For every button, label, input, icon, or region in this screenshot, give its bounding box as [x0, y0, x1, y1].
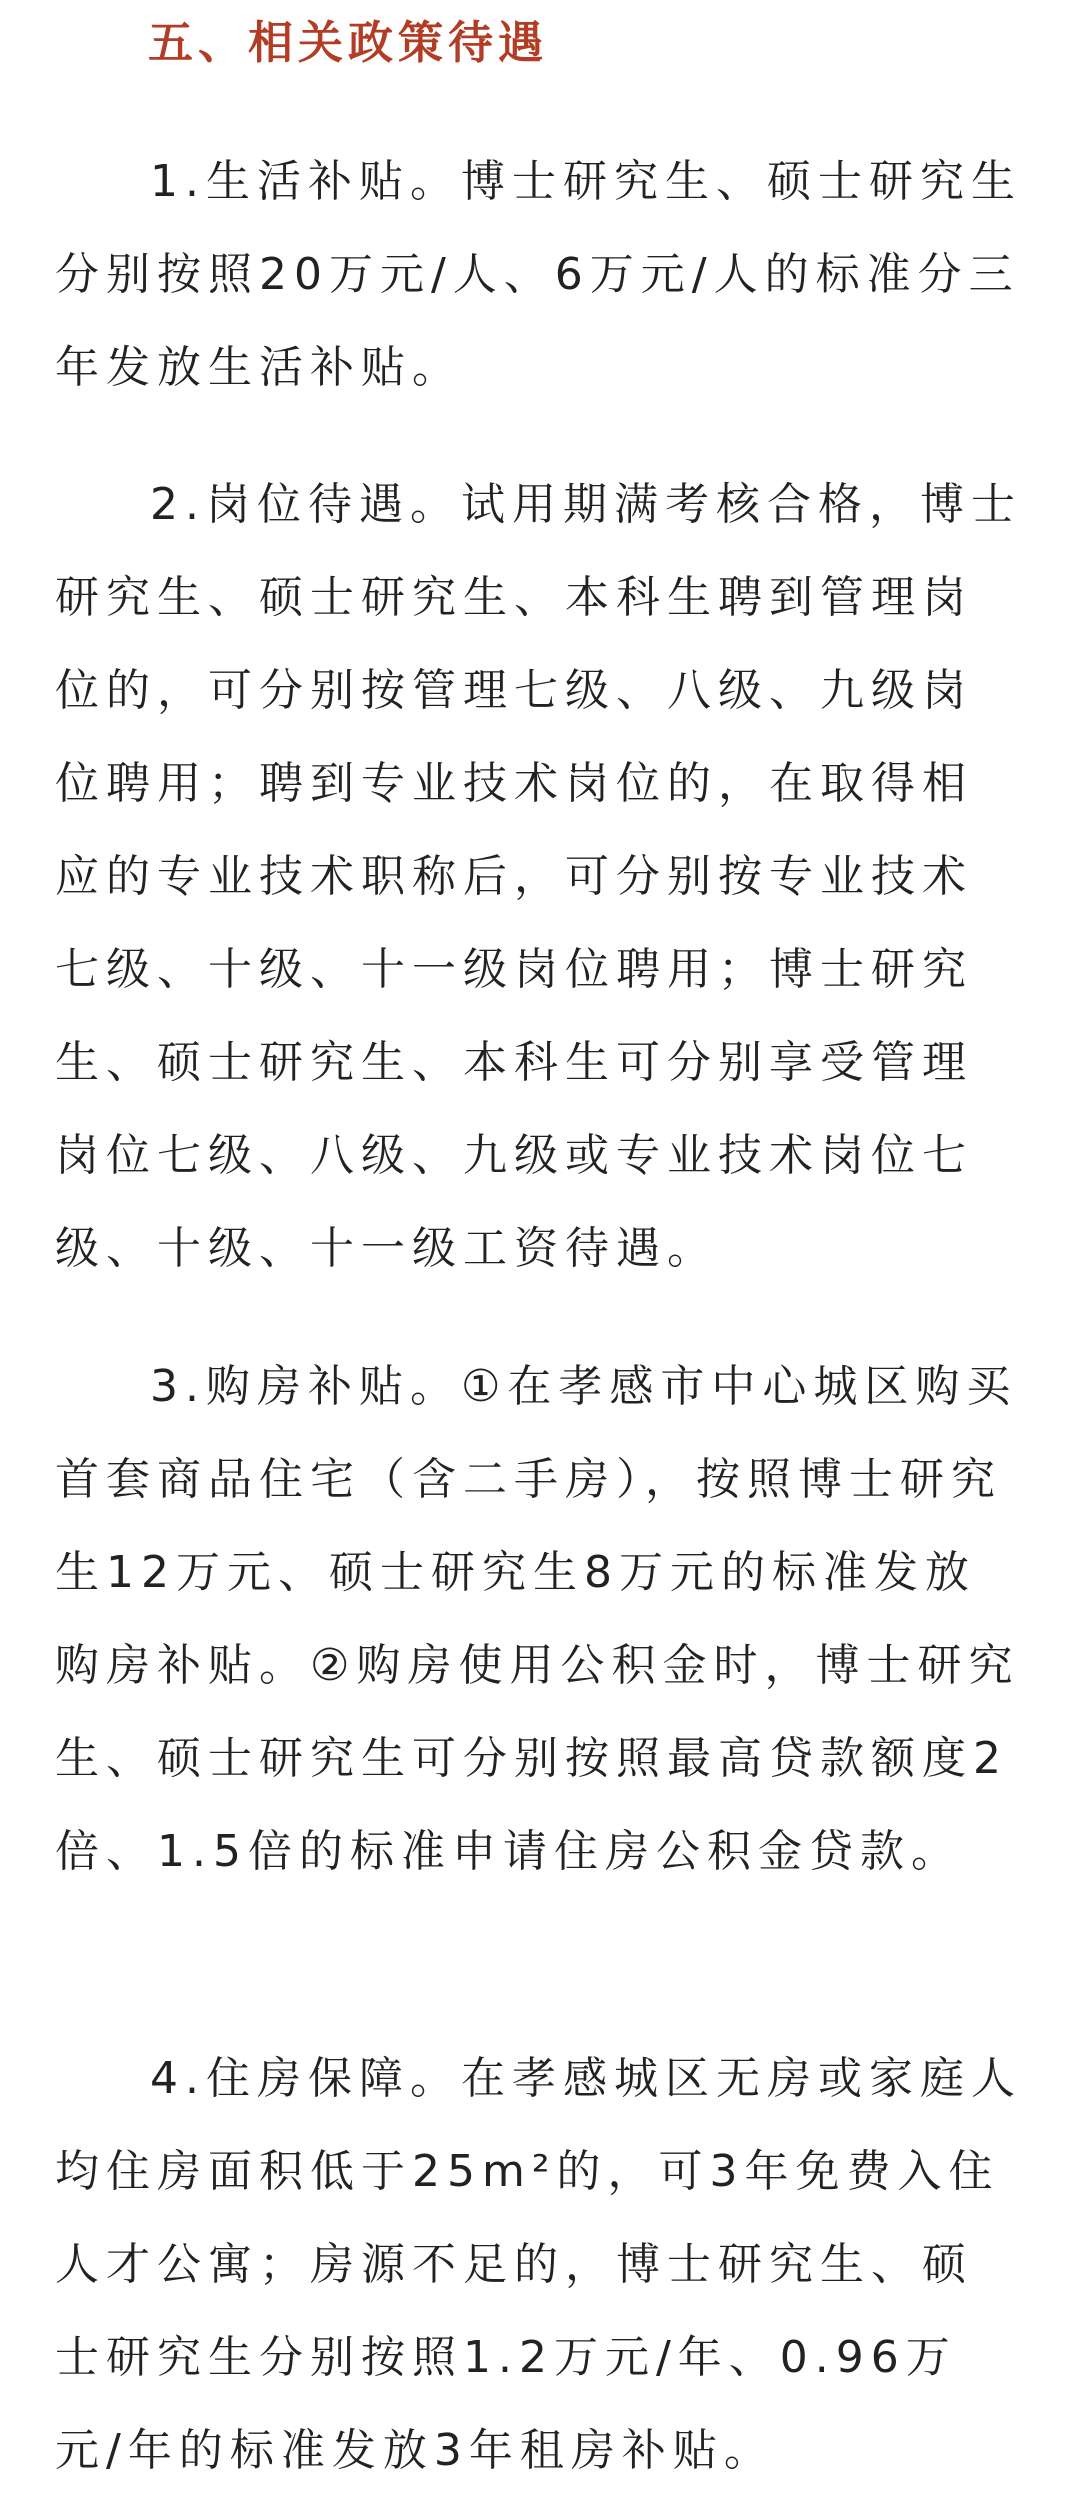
paragraph-housing-purchase-subsidy: 3.购房补贴。①在孝感市中心城区购买首套商品住宅（含二手房），按照博士研究生12万元、硕士研究生8万元的标准发放购房补贴。②购房使用公积金时，博士研究生、硕士研究生可分别按照最高贷款额度2倍、1.5倍的标准申请住房公积金贷款。 [55, 1361, 1020, 1877]
section-title: 五、相关政策待遇 [148, 16, 549, 69]
paragraph-position-treatment: 2.岗位待遇。试用期满考核合格，博士研究生、硕士研究生、本科生聘到管理岗位的，可分别按管理七级、八级、九级岗位聘用；聘到专业技术岗位的，在取得相应的专业技术职称后，可分别按专业技术七级、十级、十一级岗位聘用；博士研究生、硕士研究生、本科生可分别享受管理岗位七级、八级、九级或专业技术岗位七级、十级、十一级工资待遇。 [55, 479, 1022, 1274]
paragraph-housing-guarantee: 4.住房保障。在孝感城区无房或家庭人均住房面积低于25m²的，可3年免费入住人才公寓；房源不足的，博士研究生、硕士研究生分别按照1.2万元/年、0.96万元/年的标准发放3年租房补贴。 [55, 2053, 1022, 2476]
paragraph-living-subsidy: 1.生活补贴。博士研究生、硕士研究生分别按照20万元/人、6万元/人的标准分三年发放生活补贴。 [55, 156, 1022, 393]
